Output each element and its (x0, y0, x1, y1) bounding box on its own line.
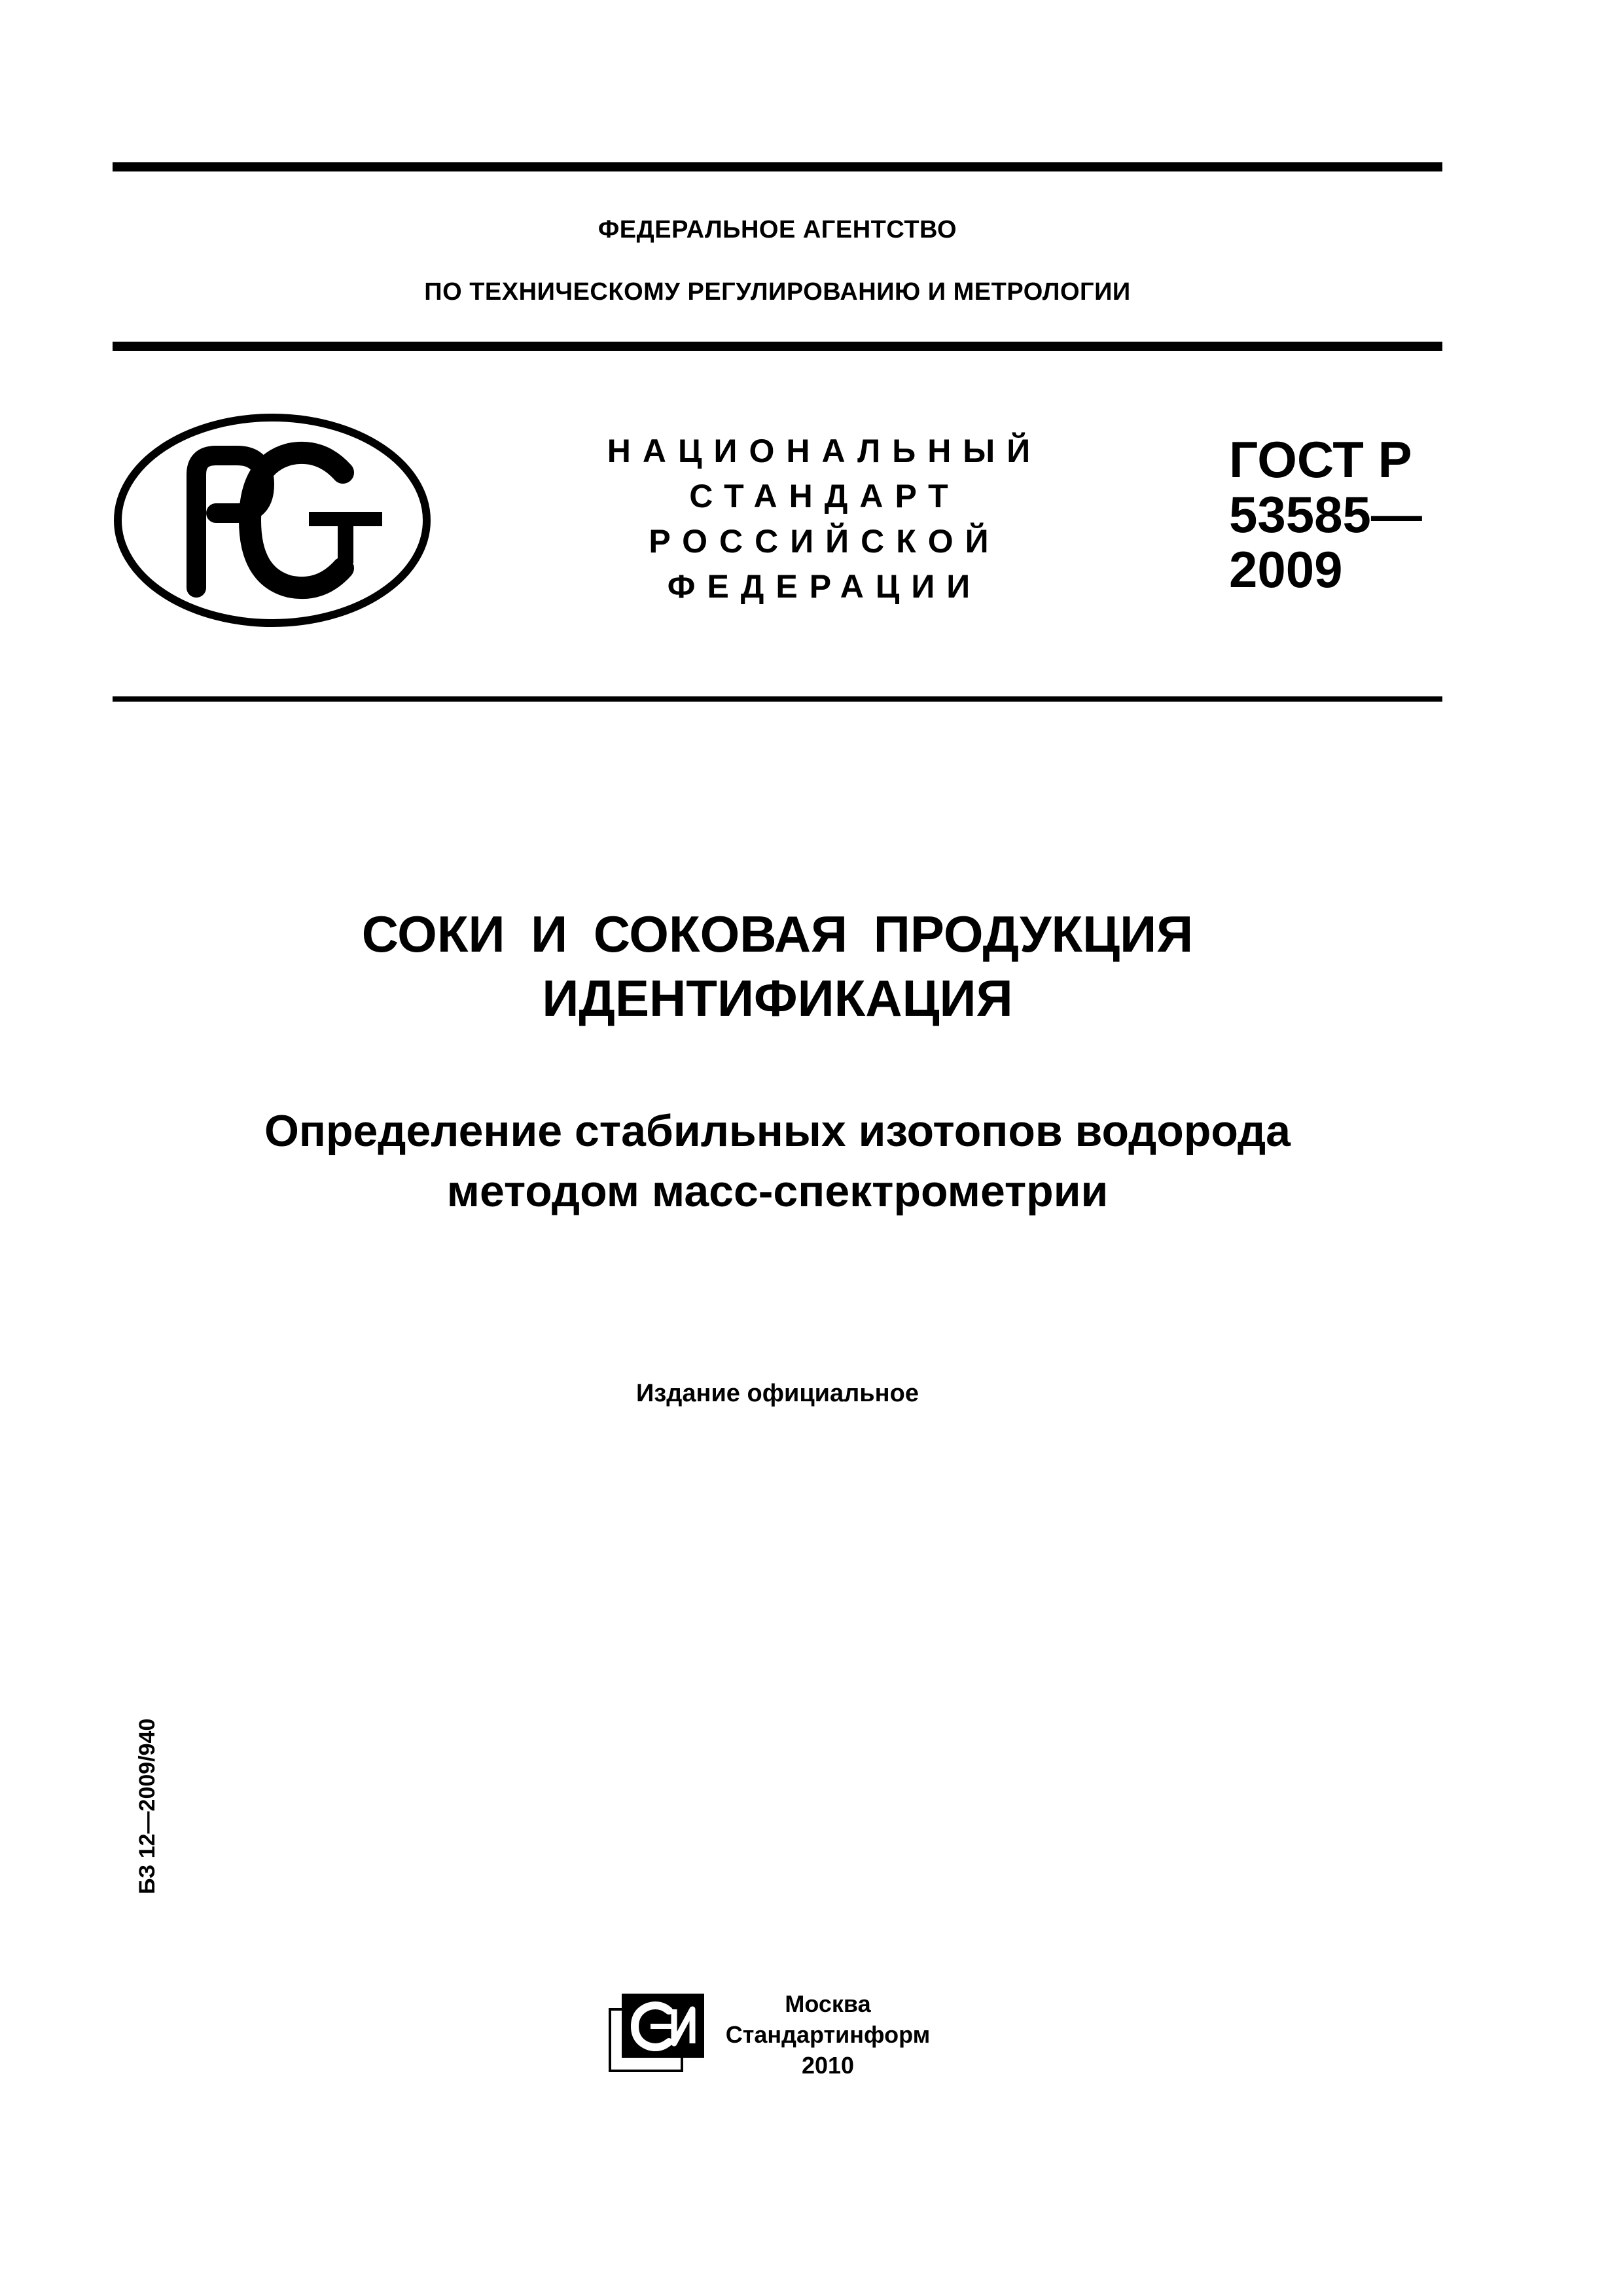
agency-name-line1: ФЕДЕРАЛЬНОЕ АГЕНТСТВО (597, 216, 957, 243)
standard-designation (1229, 432, 1422, 597)
publisher-info (720, 1988, 936, 2081)
rst-logo-icon (113, 412, 432, 628)
agency-name-line2: ПО ТЕХНИЧЕСКОМУ РЕГУЛИРОВАНИЮ И МЕТРОЛОГИИ (424, 278, 1131, 306)
logo-bottom-rule (113, 696, 1442, 702)
document-title-line2: ИДЕНТИФИКАЦИЯ (542, 969, 1013, 1027)
standard-type-line3: РОССИЙСКОЙ (649, 523, 1001, 560)
publisher-name: Стандартинформ (725, 2021, 931, 2048)
document-subtitle-line2: методом масс-спектрометрии (446, 1166, 1109, 1216)
publication-year: 2010 (801, 2052, 855, 2079)
standard-type-line4: ФЕДЕРАЦИИ (667, 568, 982, 605)
top-rule (113, 162, 1442, 171)
edition-label: Издание официальное (636, 1380, 919, 1407)
designation-line2: 53585— (1229, 486, 1422, 543)
document-subtitle-line1: Определение стабильных изотопов водорода (264, 1106, 1291, 1156)
standard-type-line2: СТАНДАРТ (689, 478, 960, 514)
designation-line1: ГОСТ Р (1229, 431, 1412, 488)
designation-line3: 2009 (1229, 541, 1343, 598)
header-bottom-rule (113, 342, 1442, 351)
standartinform-logo-icon (609, 1990, 707, 2072)
standard-type (576, 429, 1073, 609)
side-code: БЗ 12—2009/940 (135, 1718, 160, 1894)
publisher-city: Москва (785, 1990, 871, 2017)
document-title-line1: СОКИ И СОКОВАЯ ПРОДУКЦИЯ (361, 905, 1194, 963)
standard-type-line1: НАЦИОНАЛЬНЫЙ (607, 433, 1043, 469)
